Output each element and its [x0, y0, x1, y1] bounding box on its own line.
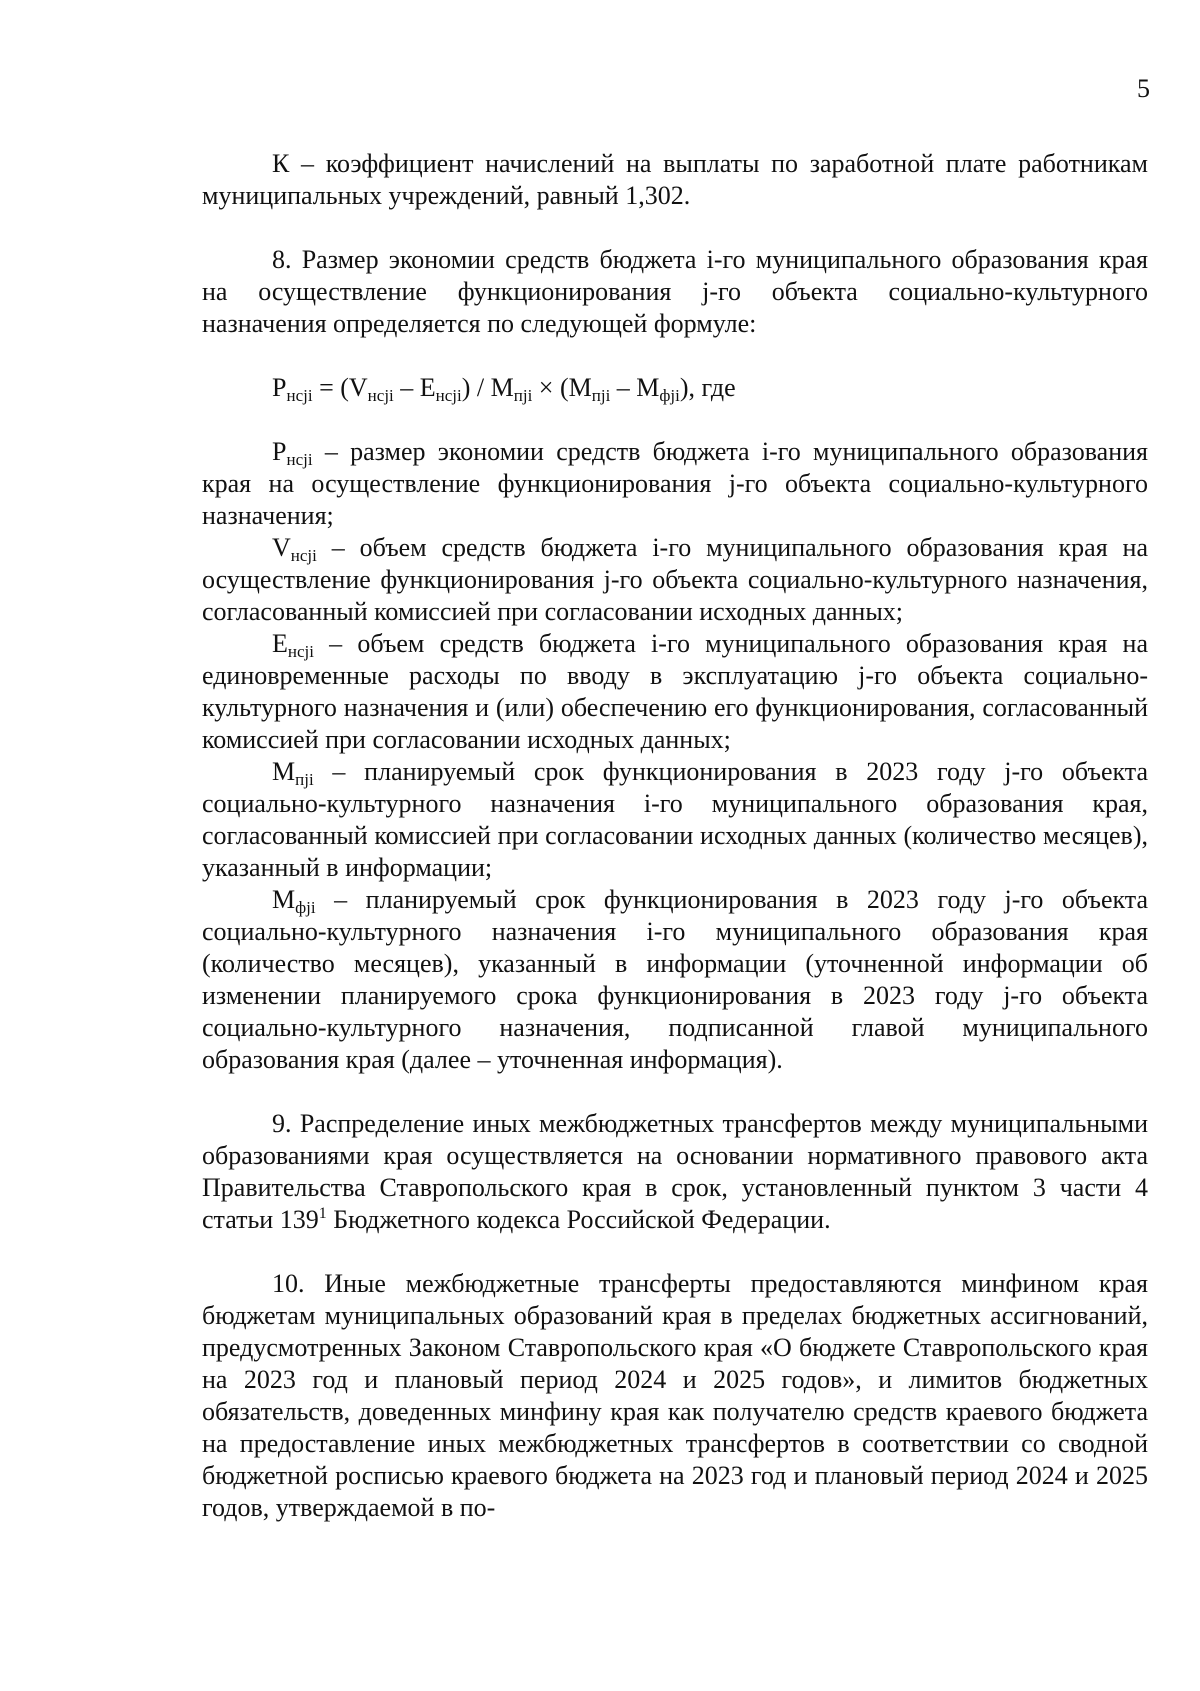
definition-v-symbol: V: [272, 533, 291, 562]
paragraph-9-tail: Бюджетного кодекса Российской Федерации.: [326, 1205, 831, 1234]
formula-p-subscript: нсji: [286, 386, 313, 405]
definition-m-planned: [202, 756, 1148, 884]
definition-mf-symbol: М: [272, 885, 296, 914]
definition-mp-symbol: М: [272, 757, 296, 786]
formula-p: Р: [272, 373, 287, 402]
formula-m3-subscript: фji: [659, 386, 680, 405]
formula-m2-subscript: пji: [591, 386, 611, 405]
definition-mp-subscript: пji: [295, 770, 314, 789]
definition-e-text: – объем средств бюджета i-го муниципального образования края на единовременные расходы по вводу в эксплуатацию j-го объекта социально-культурного назначения и (или) обеспечению его функционирования, согласованный комиссией при согласовании исходных данных;: [202, 629, 1148, 754]
paragraph-coefficient: К – коэффициент начислений на выплаты по заработной плате работникам муниципальных учреждений, равный 1,302.: [202, 149, 1148, 210]
paragraph-9-text: 9. Распределение иных межбюджетных трансфертов между муниципальными образованиями края осуществляется на основании нормативного правового акта Правительства Ставропольского края в срок, установленный пунктом 3 части 4 статьи 139: [202, 1109, 1148, 1234]
formula-times-m: × (М: [532, 373, 592, 402]
paragraph-9: [202, 1108, 1148, 1236]
formula-e-subscript: нсji: [435, 386, 462, 405]
page-number: 5: [1137, 74, 1150, 103]
document-body: [202, 148, 1148, 1524]
definition-p-text: – размер экономии средств бюджета i-го муниципального образования края на осуществление функционирования j-го объекта социально-культурного назначения;: [202, 437, 1148, 530]
definition-e-subscript: нсji: [287, 642, 314, 661]
definition-v-subscript: нсji: [290, 546, 317, 565]
definition-mf-subscript: фji: [295, 898, 316, 917]
definition-mf-text: – планируемый срок функционирования в 2023 году j-го объекта социально-культурного назначения i-го муниципального образования края (количество месяцев), указанный в информации (уточненной информации об изменении планируемого срока функционирования в 2023 году j-го объекта социально-культурного назначения, подписанной главой муниципального образования края (далее – уточненная информация).: [202, 885, 1148, 1074]
definition-v: [202, 532, 1148, 628]
paragraph-10: 10. Иные межбюджетные трансферты предоставляются минфином края бюджетам муниципальных образований края в пределах бюджетных ассигнований, предусмотренных Законом Ставропольского края «О бюджете Ставропольского края на 2023 год и плановый период 2024 и 2025 годов», и лимитов бюджетных обязательств, доведенных минфину края как получателю средств краевого бюджета на предоставление иных межбюджетных трансфертов в соответствии со сводной бюджетной росписью краевого бюджета на 2023 год и плановый период 2024 и 2025 годов, утверждаемой в по-: [202, 1269, 1148, 1522]
formula-v-subscript: нсji: [367, 386, 394, 405]
definition-e: [202, 628, 1148, 756]
formula-minus-e: – Е: [393, 373, 436, 402]
formula-tail: ), где: [679, 373, 736, 402]
definition-p: [202, 436, 1148, 532]
definition-e-symbol: Е: [272, 629, 288, 658]
formula-eq: = (V: [312, 373, 368, 402]
definition-m-actual: [202, 884, 1148, 1076]
paragraph-8: 8. Размер экономии средств бюджета i-го муниципального образования края на осуществление функционирования j-го объекта социально-культурного назначения определяется по следующей формуле:: [202, 245, 1148, 338]
economy-formula: [202, 372, 1148, 404]
definition-p-symbol: Р: [272, 437, 287, 466]
definition-v-text: – объем средств бюджета i-го муниципального образования края на осуществление функционирования j-го объекта социально-культурного назначения, согласованный комиссией при согласовании исходных данных;: [202, 533, 1148, 626]
definition-p-subscript: нсji: [286, 450, 313, 469]
formula-m1-subscript: пji: [513, 386, 533, 405]
paragraph-9-superscript: 1: [318, 1205, 327, 1222]
formula-minus-m: – М: [610, 373, 660, 402]
definition-mp-text: – планируемый срок функционирования в 2023 году j-го объекта социально-культурного назначения i-го муниципального образования края, согласованный комиссией при согласовании исходных данных (количество месяцев), указанный в информации;: [202, 757, 1148, 882]
formula-divide-m: ) / М: [461, 373, 514, 402]
